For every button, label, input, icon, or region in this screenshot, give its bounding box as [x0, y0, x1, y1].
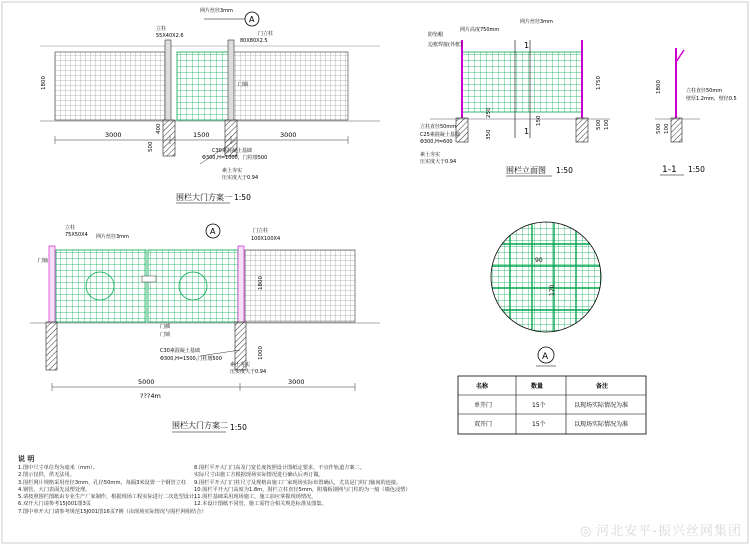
plan1-concrete: C30素混凝土基础 — [212, 148, 252, 154]
plan2-post-size: 75X50X4 — [65, 232, 88, 238]
plan2-gate-left — [56, 250, 146, 322]
elev-dim-500: 500 — [596, 119, 602, 130]
plan1-dim-c1: 400 — [156, 123, 162, 134]
plan2-post-right — [238, 246, 244, 326]
note-line: 1.图中尺寸单位均为毫米（mm）。 — [18, 465, 98, 471]
plan2-dim-right: 3000 — [288, 378, 305, 386]
plan1-found: Φ300,H=1000，门柱墩500 — [202, 155, 268, 161]
plan1-dim-right: 3000 — [280, 131, 297, 139]
plan1-gatepost-size: 80X80X2.5 — [240, 38, 268, 44]
elev-c25: C25素混凝土基础 — [420, 132, 460, 138]
table-header: 备注 — [596, 383, 609, 390]
note-line: 实际尺寸由施工方根据现场实际情况进行确认后再订做。 — [194, 472, 324, 479]
table-cell: 15个 — [532, 402, 546, 409]
table-cell: 以现场实际情况为准 — [574, 421, 629, 428]
detail-drawing — [490, 222, 602, 366]
plan1-left-panel — [55, 52, 165, 120]
table-cell: 双开门 — [474, 421, 493, 428]
section-dim-100: 100 — [664, 123, 670, 134]
plan1-dim-left: 3000 — [105, 131, 122, 139]
plan2-hinge2: 门锁 — [160, 332, 171, 338]
elev-found: Φ300,H=600 — [420, 139, 453, 145]
plan1-footing-left — [163, 120, 175, 156]
table-cell: 15个 — [532, 421, 546, 428]
elev-marker-bottom: 1 — [524, 127, 530, 136]
plan1-dim-mid: 1500 — [193, 131, 210, 139]
detail-dim-170: 170 — [549, 284, 556, 296]
plan2-concrete: C30素混凝土基础 — [160, 348, 200, 354]
note-line: 10.围栏平开大门高度为1.8m，围栏立柱直径5mm，附墙板钢网与门柱的为一般（墙色浸塑） — [194, 486, 411, 493]
elev-soil: 素土夯实 — [420, 152, 441, 158]
section-drawing — [655, 48, 737, 175]
notes-block — [18, 455, 738, 515]
note-line: 8.围栏平开大门门高及门宽长度按照设计图纸定要求，不宜作轨道方案二。 — [194, 465, 365, 471]
note-line: 7.图中单开大门请参考规范15J001图16页7例（由现场实际情况与围栏网相结合） — [18, 508, 207, 515]
plan2-dim-h: 1800 — [258, 276, 264, 290]
plan2-dim-c1: 1000 — [258, 346, 264, 360]
elev-frame: 边框焊接(外框) — [428, 42, 462, 48]
table-header: 名称 — [476, 383, 489, 390]
plan2-mesh-wire: 网片丝径3mm — [96, 234, 129, 240]
notes-right — [194, 465, 534, 509]
plan2-compact: 压实度大于0.94 — [230, 369, 267, 375]
elev-footing-right — [576, 118, 588, 142]
plan2-door-pin: 门插 — [160, 324, 171, 330]
elev-mesh: 网片高度750mm — [460, 27, 500, 33]
plan1-title: 围栏大门方案一 — [176, 193, 232, 202]
plan2-scale: 1:50 — [230, 423, 247, 432]
plan1-scale: 1:50 — [234, 193, 251, 202]
note-line: 6.双开大门请参考15J001图3页 — [18, 501, 91, 508]
section-col: 立柱直径50mm — [686, 88, 723, 94]
elev-wire: 网片丝径3mm — [520, 19, 553, 25]
plan1-dim-h: 1800 — [41, 76, 47, 90]
elev-dim-350: 350 — [486, 129, 492, 140]
plan2-title: 围栏大门方案二 — [172, 421, 228, 430]
elev-dim-150: 150 — [536, 115, 542, 126]
plan1-gate-panel — [177, 52, 229, 120]
plan2-found: Φ300,H=1500,门柱墩500 — [160, 356, 222, 362]
elev-marker-top: 1 — [524, 41, 530, 50]
plan2-callout-letter: A — [210, 227, 216, 236]
plan1-callout-letter: A — [249, 15, 255, 24]
plan1-post-right — [228, 40, 234, 122]
plan2-gate-right — [148, 250, 238, 322]
weibo-icon: ◎ — [579, 524, 593, 539]
plan2-post-left — [49, 246, 55, 326]
plan1-mesh-wire: 网片丝径3mm — [200, 8, 233, 14]
plan2-drawing — [30, 224, 380, 432]
table-cell: 单开门 — [474, 402, 493, 409]
section-scale: 1:50 — [688, 165, 705, 174]
elev-dim-100: 100 — [604, 119, 610, 130]
notes-title: 说 明 — [18, 455, 35, 463]
section-title: 1-1 — [662, 165, 677, 175]
plan1-right-panel — [233, 52, 348, 120]
plan2-soil: 素土夯实 — [230, 362, 251, 368]
plan1-gatepost: 门立柱 — [258, 31, 274, 37]
plan1-drawing — [40, 7, 380, 203]
plan1-post-size: 55X40X2.6 — [156, 33, 184, 39]
note-line: 2.图示仅供，供无法用。 — [18, 472, 75, 479]
elev-scale: 1:50 — [556, 166, 573, 175]
section-footing — [671, 118, 682, 142]
elev-dim-1750: 1750 — [596, 76, 602, 90]
plan1-compact: 压实度大于0.94 — [222, 175, 259, 181]
note-line: 4.钢管，大门表面先浸塑处理。 — [18, 486, 91, 493]
elev-compact: 压实度大于0.94 — [420, 159, 457, 165]
detail-marker: A — [542, 352, 549, 362]
plan1-soil: 素土夯实 — [222, 168, 243, 174]
elev-col: 立柱直径50mm — [420, 124, 457, 130]
watermark-text: 河北安平-振兴丝网集团 — [596, 524, 742, 539]
table-header: 数量 — [531, 383, 544, 390]
note-line: 11.围栏基础采用现场施工，施工前应掌握现场情况。 — [194, 494, 317, 501]
quantity-table — [458, 376, 646, 434]
elev-cap: 防坠帽 — [428, 32, 444, 38]
elev-mesh-panel — [462, 52, 582, 112]
section-wall: 壁厚1.2mm，壁径0.5 — [686, 96, 737, 102]
section-dim-1800: 1800 — [656, 80, 662, 94]
plan2-dim-extra: ???4m — [140, 392, 161, 400]
detail-dim-90: 90 — [535, 257, 543, 264]
note-line: 3.围栏网片规格采用丝径3mm，孔径50mm，每隔3米设置一个钢管立柱 — [18, 479, 187, 486]
table-cell: 以现场实际情况为准 — [574, 402, 629, 409]
note-line: 12.本设计图纸不同管，施工需符合相关规范标准及图集。 — [194, 501, 327, 508]
plan2-gatepost-size: 100X100X4 — [251, 236, 281, 242]
plan2-dim-left: 5000 — [138, 378, 155, 386]
plan1-door-lock: 门锁 — [238, 82, 249, 88]
plan1-post: 立柱 — [156, 26, 167, 32]
plan2-gatepost: 门立柱 — [253, 228, 269, 234]
plan2-hinge: 门轴 — [38, 258, 49, 264]
elev-footing-left — [456, 118, 468, 142]
plan2-post: 立柱 — [65, 225, 76, 231]
elev-dim-250: 250 — [486, 107, 492, 118]
plan1-dim-c2: 500 — [148, 141, 154, 152]
elev-title: 围栏立面图 — [506, 166, 546, 175]
section-dim-500: 500 — [656, 123, 662, 134]
elevation-drawing — [420, 18, 610, 176]
note-line: 5.请按照围栏图纸由专业生产厂家制作，根据现场工程实际进行二次选型设计。 — [18, 494, 200, 501]
plan1-post-left — [165, 40, 171, 122]
note-line: 9.围栏平开大门门柱尺寸及规格由施工厂家现场实际布置确认，尤其是门柱门轴间的连接。 — [194, 479, 402, 486]
watermark — [580, 520, 742, 539]
plan2-footing-left — [46, 322, 57, 370]
